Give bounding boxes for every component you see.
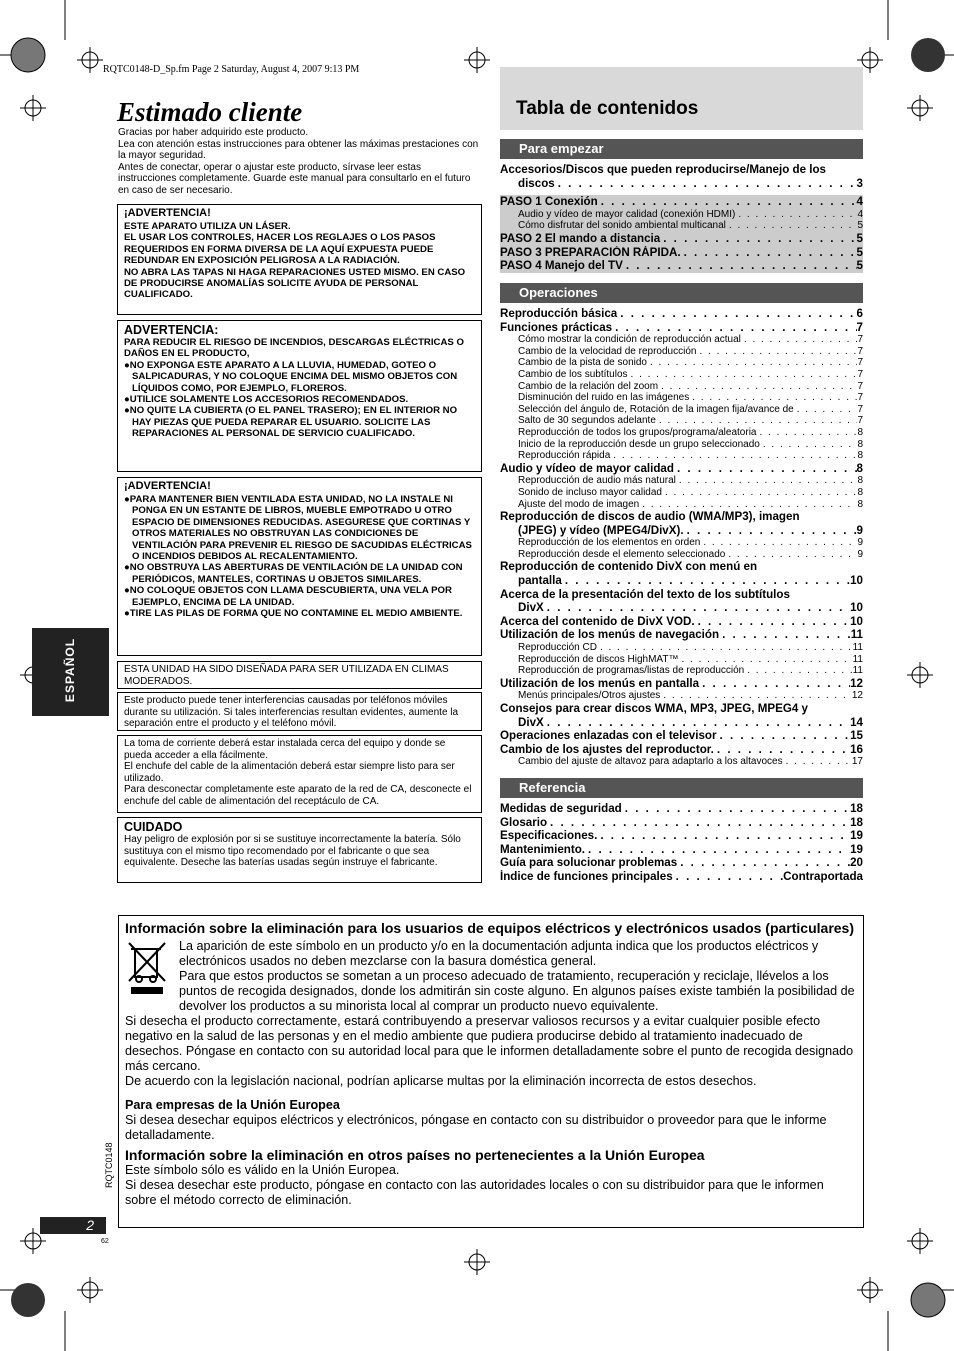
climate-note-box: ESTA UNIDAD HA SIDO DISEÑADA PARA SER UTILIZADA EN CLIMAS MODERADOS. bbox=[117, 661, 482, 689]
mobile-note-box: Este producto puede tener interferencias causadas por teléfonos móviles durante su utilización. Si tales interferencias resultan evidentes, aumente la separación entre el producto y el teléfono móvil. bbox=[117, 692, 482, 731]
tiny-number: 62 bbox=[101, 1238, 109, 1245]
power-note-box: La toma de corriente deberá estar instalada cerca del equipo y donde se pueda acceder a ella fácilmente. El enchufe del cable de la alimentación deberá estar siempre listo para ser utilizado. Para desconectar completamente este aparato de la red de CA, desconecte el enchufe del cable de alimentación del receptáculo de CA. bbox=[117, 735, 482, 813]
disposal-info-box: Información sobre la eliminación para los usuarios de equipos eléctricos y electrónicos usados (particulares) La aparición de este símbolo en un producto y/o en la documentación adjunta indica que los productos eléctricos y electrónicos usados no deben mezclarse con la basura doméstica general. Para que estos productos se sometan a un proceso adecuado de tratamiento, recuperación y reciclaje, llévelos a los puntos de recogida designados, donde los admitirán sin coste alguno. En algunos países existe también la posibilidad de devolver los productos a su minorista local al comprar un producto nuevo equivalente. Si desecha el producto correctamente, estará contribuyendo a preservar valiosos recursos y a evitar cualquier posible efecto negativo en la salud de las personas y en el medio ambiente que pudiera producirse debido al tratamiento inadecuado de desechos. Póngase en contacto con su autoridad local para que le informen detalladamente sobre el punto de recogida designado más cercano. De acuerdo con la legislación nacional, podrían aplicarse multas por la eliminación incorrecta de estos desechos. Para empresas de la Unión Europea Si desea desechar equipos eléctricos y electrónicos, póngase en contacto con su distribuidor o proveedor para que le informe detalladamente. Información sobre la eliminación en otros países no pertenecientes a la Unión Europea Este símbolo sólo es válido en la Unión Europea. Si desea desechar este producto, póngase en contacto con las autoridades locales o con su distribuidor para que le informen sobre el método correcto de eliminación. bbox=[118, 915, 864, 1228]
page-number: 2 bbox=[40, 1217, 106, 1234]
laser-warning-box: ¡ADVERTENCIA! ESTE APARATO UTILIZA UN LÁSER. EL USAR LOS CONTROLES, HACER LOS REGLAJES O LOS PASOS REQUERIDOS EN FORMA DIVERSA DE LA AQUÍ EXPUESTA PUEDE REDUNDAR EN EXPOSICIÓN PELIGROSA A LA RADIACIÓN. NO ABRA LAS TAPAS NI HAGA REPARACIONES USTED MISMO. EN CASO DE PRODUCIRSE ANOMALÍAS SOLICITE AYUDA DE PERSONAL CUALIFICADO. bbox=[117, 204, 482, 315]
ventilation-warning-box: ¡ADVERTENCIA! ●PARA MANTENER BIEN VENTILADA ESTA UNIDAD, NO LA INSTALE NI PONGA EN UN ESTANTE DE LIBROS, MUEBLE EMPOTRADO U OTRO ESPACIO DE DIMENSIONES REDUCIDAS. ASEGURESE QUE CORTINAS Y OTROS MATERIALES NO OBSTRUYAN LAS CONDICIONES DE VENTILACIÓN PARA PREVENIR EL RIESGO DE SACUDIDAS ELÉCTRICAS O INCENDIOS DEBIDOS AL RECALENTAMIENTO. ●NO OBSTRUYA LAS ABERTURAS DE VENTILACIÓN DE LA UNIDAD CON PERIÓDICOS, MANTELES, CORTINAS U OBJETOS SIMILARES. ●NO COLOQUE OBJETOS CON LLAMA DESCUBIERTA, UNA VELA POR EJEMPLO, ENCIMA DE LA UNIDAD. ●TIRE LAS PILAS DE FORMA QUE NO CONTAMINE EL MEDIO AMBIENTE. bbox=[117, 477, 482, 656]
weee-bin-icon bbox=[125, 939, 169, 999]
toc-section-3: Medidas de seguridad . . . 18 Glosario . . . 18 Especificaciones. . . . 19 Mantenimiento. . . . 19 Guía para solucionar problemas . . . 20 Índice de funciones principales . . . Contraportada bbox=[500, 802, 863, 884]
section-referencia: Referencia bbox=[500, 778, 863, 798]
caution-box: CUIDADO Hay peligro de explosión por si se sustituye incorrectamente la batería. Sólo sustituya con el mismo tipo recomendado por el fabricante o que sea equivalente. Deseche las baterías usadas según instruye el fabricante. bbox=[117, 817, 482, 883]
page-title: Estimado cliente bbox=[117, 97, 303, 127]
toc-row: PASO 1 Conexión . . . 4 bbox=[500, 195, 863, 209]
toc-section-2: Reproducción básica . . . 6 Funciones prácticas . . . 7 Cómo mostrar la condición de reproducción actual . . . 7 Cambio de la velocidad de reproducción . . . 7 Cambio de la pista de sonido . . . 7 Cambio de los subtítulos . . . 7 Cambio de la relación del zoom . . . 7 Disminución del ruido en las imágenes . . . 7 Selección del ángulo de, Rotación de la imagen fija/avance de . . . 7 Salto de 30 segundos adelante . . . 7 Reproducción de todos los grupos/programa/aleatoria . . . 8 Inicio de la reproducción desde un grupo seleccionado . . . 8 Reproducción rápida . . . 8 Audio y vídeo de mayor calidad . . . 8 Reproducción de audio más natural . . . 8 Sonido de incluso mayor calidad . . . 8 Ajuste del modo de imagen . . . 8 Reproducción de discos de audio (WMA/MP3), imagen (JPEG) y vídeo (MPEG4/DivX). . . . 9 Reproducción de los elementos en orden . . . 9 Reproducción desde el elemento seleccionado . . . 9 Reproducción de contenido DivX con menú en pantalla . . . 10 Acerca de la presentación del texto de los subtítulos DivX . . . 10 Acerca del contenido de DivX VOD. . . . 10 Utilización de los menús de navegación . . . 11 Reproducción CD . . . 11 Reproducción de discos HighMAT™ . . . 11 Reproducción de programas/listas de reproducción . . . 11 Utilización de los menús en pantalla . . . 12 Menús principales/Otros ajustes . . . 12 Consejos para crear discos WMA, MP3, JPEG, MPEG4 y DivX . . . 14 Operaciones enlazadas con el televisor . . . 15 Cambio de los ajustes del reproductor. . . . 16 Cambio del ajuste de altavoz para adaptarlo a los altavoces . . . 17 bbox=[500, 307, 863, 768]
intro-text: Gracias por haber adquirido este producto. Lea con atención estas instrucciones para obtener las máximas prestaciones con la mayor seguridad. Antes de conectar, operar o ajustar este producto, sírvase leer estas instrucciones completamente. Guarde este manual para consultarlo en el futuro en caso de ser necesario. bbox=[118, 127, 479, 196]
toc-section-1: Accesorios/Discos que pueden reproducirse/Manejo de los discos . . . 3 PASO 1 Conexión . . . 4 Audio y vídeo de mayor calidad (conexión HDMI) . . . 4 Cómo disfrutar del sonido ambiental multicanal . . . 5 PASO 2 El mando a distancia . . . 5 PASO 3 PREPARACIÓN RÁPIDA. . . . 5 PASO 4 Manejo del TV . . . 5 bbox=[500, 163, 863, 273]
toc-title: Tabla de contenidos bbox=[516, 98, 699, 119]
section-operaciones: Operaciones bbox=[500, 283, 863, 303]
section-para-empezar: Para empezar bbox=[500, 139, 863, 159]
file-header: RQTC0148-D_Sp.fm Page 2 Saturday, August 4, 2007 9:13 PM bbox=[103, 64, 360, 75]
fire-warning-box: ADVERTENCIA: PARA REDUCIR EL RIESGO DE INCENDIOS, DESCARGAS ELÉCTRICAS O DAÑOS EN EL PRODUCTO, ●NO EXPONGA ESTE APARATO A LA LLUVIA, HUMEDAD, GOTEO O SALPICADURAS, Y NO COLOQUE ENCIMA DEL MISMO OBJETOS CON LÍQUIDOS COMO, POR EJEMPLO, FLOREROS. ●UTILICE SOLAMENTE LOS ACCESORIOS RECOMENDADOS. ●NO QUITE LA CUBIERTA (O EL PANEL TRASERO); EN EL INTERIOR NO HAY PIEZAS QUE PUEDA REPARAR EL USUARIO. SOLICITE LAS REPARACIONES AL PERSONAL DE SERVICIO CUALIFICADO. bbox=[117, 320, 482, 472]
language-tab: ESPAÑOL bbox=[32, 628, 109, 716]
model-code: RQTC0148 bbox=[104, 1142, 114, 1188]
